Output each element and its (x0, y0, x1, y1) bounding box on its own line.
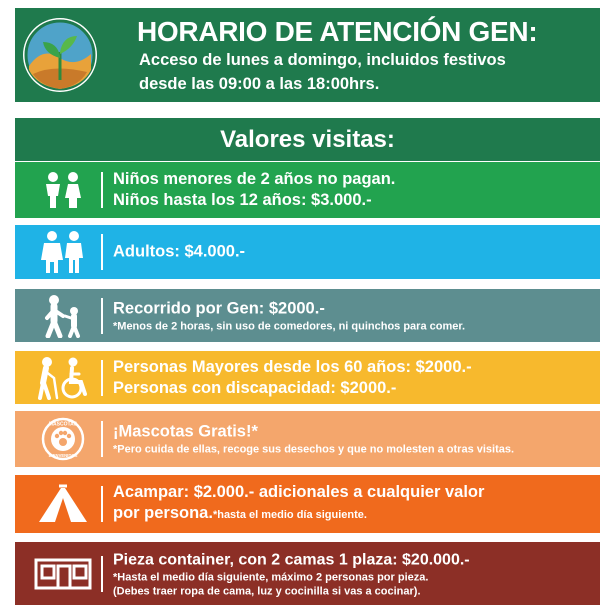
band-text (113, 357, 595, 399)
band-divider (101, 421, 103, 457)
container-note-text-2: (Debes traer ropa de cama, luz y cocinilla si vas a cocinar). (113, 585, 421, 597)
schedule-hours: desde las 09:00 a las 18:00hrs. (139, 75, 380, 93)
band-divider (101, 172, 103, 208)
band-text (113, 169, 595, 211)
camping-price-text: Acampar: $2.000.- adicionales a cualquier valor (113, 483, 485, 501)
children-icon (33, 168, 93, 212)
badge-top-text: MASCOTAS (48, 421, 78, 428)
price-band-children (15, 162, 600, 218)
price-band-tour (15, 289, 600, 342)
adult-child-walking-icon (33, 294, 93, 338)
tour-note-text: *Menos de 2 horas, sin uso de comedores, ni quinchos para comer. (113, 320, 466, 332)
band-divider (101, 360, 103, 396)
sprout-logo-icon (23, 18, 97, 92)
band-text (113, 549, 595, 598)
camping-note-text: *hasta el medio día siguiente. (212, 509, 367, 521)
children-price-text: Niños hasta los 12 años: $3.000.- (113, 191, 372, 209)
container-room-icon (33, 552, 93, 596)
container-price-text: Pieza container, con 2 camas 1 plaza: $20.000.- (113, 551, 470, 568)
band-divider (101, 486, 103, 522)
values-title: Valores visitas: (15, 118, 600, 161)
band-text (113, 482, 595, 526)
schedule-days: Acceso de lunes a domingo, incluidos festivos (139, 51, 506, 69)
price-band-container-room (15, 542, 600, 605)
container-note-text: *Hasta el medio día siguiente, máximo 2 personas por pieza. (113, 571, 429, 583)
pets-note-text: *Pero cuida de ellas, recoge sus desechos y que no molesten a otras visitas. (113, 443, 515, 456)
band-text (113, 298, 595, 333)
price-band-adults (15, 225, 600, 279)
badge-bottom-text: BIENVENIDOS (48, 453, 78, 458)
disability-price-text: Personas con discapacidad: $2000.- (113, 378, 397, 397)
pets-free-text: ¡Mascotas Gratis!* (113, 422, 258, 441)
band-text (113, 422, 595, 457)
seniors-price-text: Personas Mayores desde los 60 años: $2000.- (113, 357, 472, 376)
price-band-pets (15, 411, 600, 467)
camping-price-text-2 (113, 503, 595, 526)
band-divider (101, 234, 103, 270)
schedule-title: HORARIO DE ATENCIÓN GEN: (137, 16, 538, 47)
camping-per-person-text: por persona. (113, 504, 213, 522)
band-divider (101, 298, 103, 334)
price-band-camping (15, 475, 600, 533)
tent-icon (33, 482, 93, 526)
adults-price-text: Adultos: $4.000.- (113, 242, 246, 261)
elderly-wheelchair-icon (33, 356, 93, 400)
tour-price-text: Recorrido por Gen: $2000.- (113, 299, 325, 317)
price-band-seniors (15, 351, 600, 404)
mascotas-bienvenidos-badge-icon (33, 417, 93, 461)
children-free-text: Niños menores de 2 años no pagan. (113, 170, 396, 188)
schedule-header (15, 8, 600, 102)
band-divider (101, 556, 103, 592)
adults-icon (33, 230, 93, 274)
band-text (113, 242, 595, 263)
